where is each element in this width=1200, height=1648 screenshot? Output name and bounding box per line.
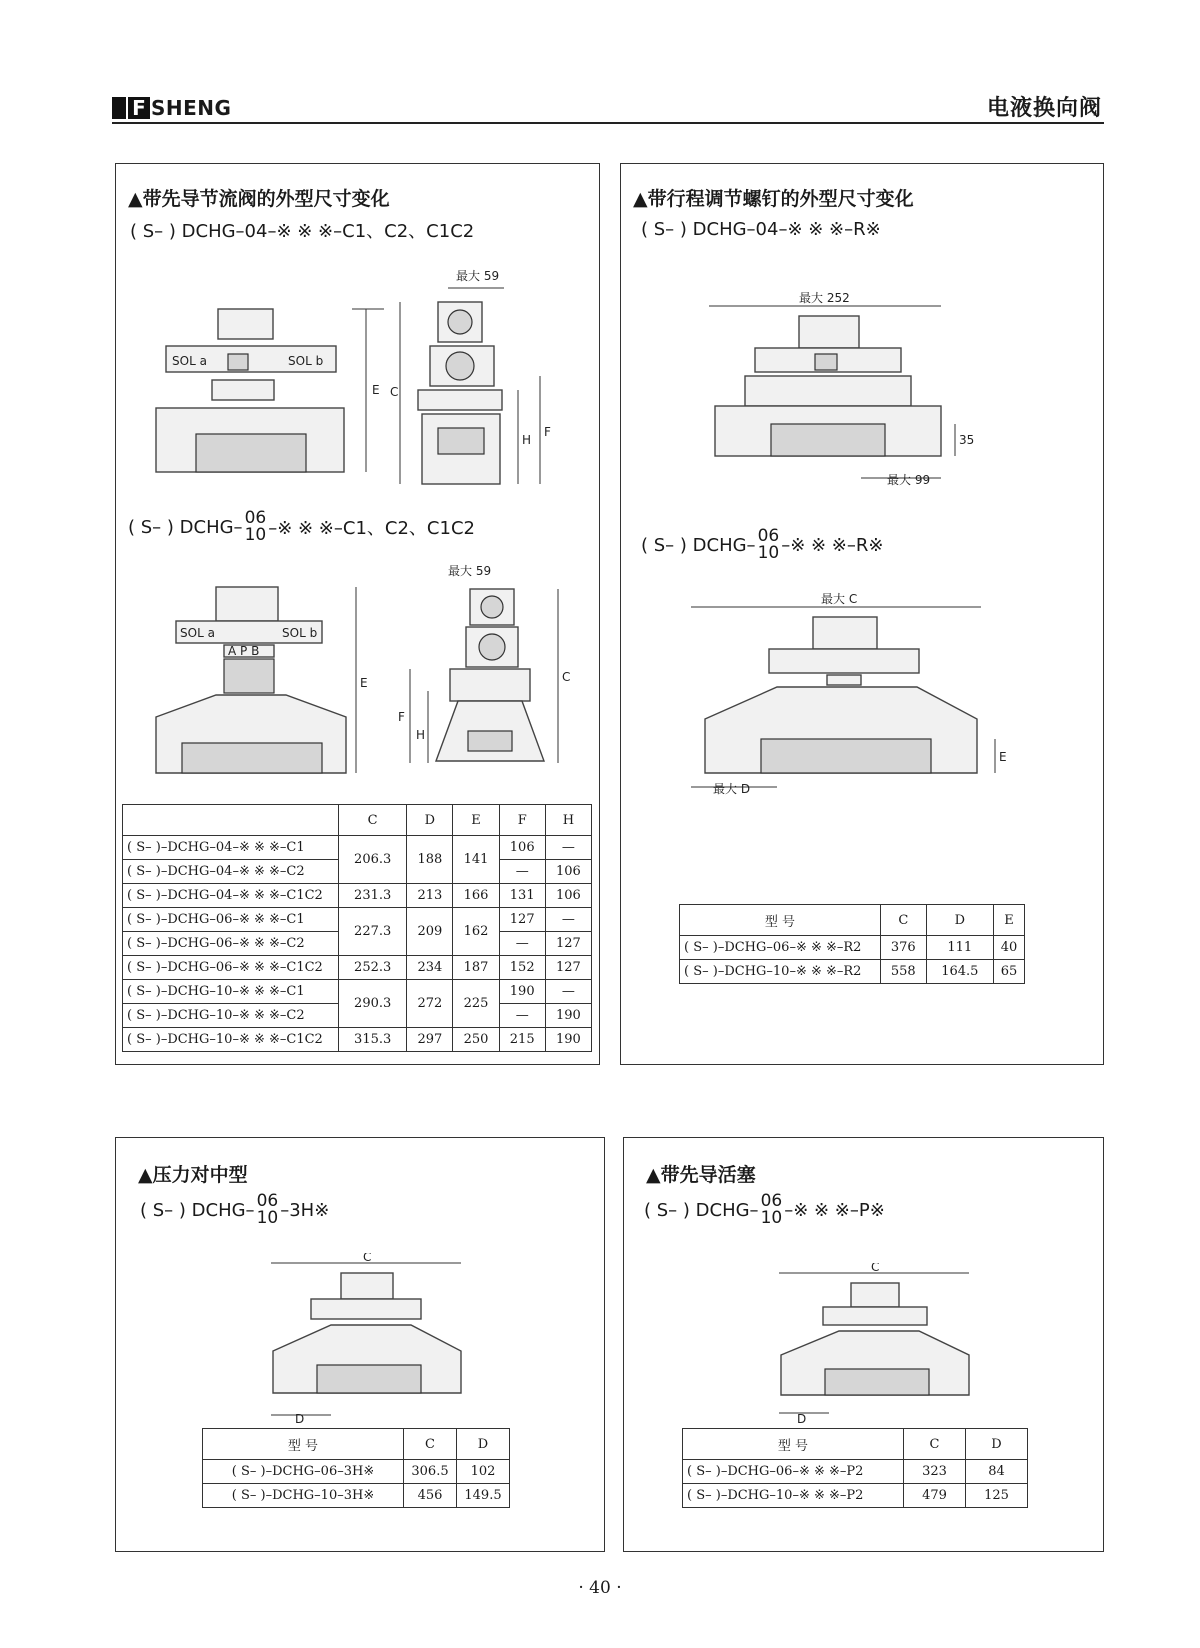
model-prefix: ( S– ) DCHG–	[128, 516, 243, 538]
dim-max-c-label: 最大 C	[821, 592, 858, 606]
table-row	[683, 1484, 1028, 1508]
section-title: ▲带行程调节螺钉的外型尺寸变化	[633, 188, 914, 210]
model-suffix: –※ ※ ※–R※	[781, 534, 884, 556]
diagram-06-10-front	[136, 577, 386, 797]
value-h-cell: 127	[545, 932, 591, 956]
diagram-06-10-side	[388, 561, 573, 791]
value-d-cell: 234	[407, 956, 453, 980]
table-header-cell: C	[881, 905, 927, 936]
model-name-cell: ( S– )–DCHG–06–3H※	[203, 1460, 404, 1484]
table-header-cell: F	[499, 805, 545, 836]
table-header-cell: 型 号	[683, 1429, 904, 1460]
value-h-cell: 106	[545, 860, 591, 884]
table-header-cell: C	[404, 1429, 457, 1460]
model-name-cell: ( S– )–DCHG–04–※ ※ ※–C2	[123, 860, 339, 884]
model-prefix: ( S– ) DCHG–	[644, 1199, 759, 1221]
diagram-04-front	[136, 254, 386, 484]
value-e-cell: 166	[453, 884, 499, 908]
value-f-cell: 152	[499, 956, 545, 980]
value-c-cell: 252.3	[339, 956, 407, 980]
model-code-p	[644, 1193, 885, 1227]
table-row	[203, 1460, 510, 1484]
dim-e-label: E	[999, 750, 1007, 764]
value-f-cell: —	[499, 1004, 545, 1028]
value-e-cell: 40	[994, 936, 1025, 960]
value-d-cell: 188	[407, 836, 453, 884]
dim-max59-label: 最大 59	[456, 269, 500, 283]
logo-letter: F	[128, 97, 150, 119]
page-title: 电液换向阀	[986, 96, 1102, 121]
value-f-cell: 106	[499, 836, 545, 860]
value-e-cell: 141	[453, 836, 499, 884]
table-header-cell: D	[966, 1429, 1028, 1460]
sol-a-label: SOL a	[180, 626, 215, 640]
value-c-cell: 206.3	[339, 836, 407, 884]
model-code-06-10	[128, 510, 475, 544]
value-e-cell: 225	[453, 980, 499, 1028]
model-code-06-10-r	[641, 528, 883, 562]
diagram-06-10-r	[681, 589, 1021, 809]
section-title: ▲带先导活塞	[646, 1164, 756, 1186]
model-name-cell: ( S– )–DCHG–06–※ ※ ※–C1	[123, 908, 339, 932]
diagram-04-side	[388, 266, 568, 501]
dim-e-label: E	[360, 676, 368, 690]
value-e-cell: 187	[453, 956, 499, 980]
value-c-cell: 558	[881, 960, 927, 984]
value-e-cell: 162	[453, 908, 499, 956]
diagram-3h	[261, 1253, 481, 1433]
size-top: 06	[244, 508, 267, 528]
model-name-cell: ( S– )–DCHG–06–※ ※ ※–C1C2	[123, 956, 339, 980]
table-header-row	[680, 905, 1025, 936]
dim-c-label: C	[363, 1253, 372, 1264]
model-name-cell: ( S– )–DCHG–06–※ ※ ※–P2	[683, 1460, 904, 1484]
page-number: · 40 ·	[578, 1578, 622, 1598]
dim-c-label: C	[390, 385, 399, 399]
table-row	[123, 884, 592, 908]
value-f-cell: —	[499, 932, 545, 956]
value-c-cell: 479	[904, 1484, 966, 1508]
value-f-cell: 190	[499, 980, 545, 1004]
value-c-cell: 231.3	[339, 884, 407, 908]
value-h-cell: —	[545, 908, 591, 932]
value-d-cell: 125	[966, 1484, 1028, 1508]
model-name-cell: ( S– )–DCHG–06–※ ※ ※–R2	[680, 936, 881, 960]
dimension-table-pilot-throttle	[122, 804, 592, 1052]
table-row	[680, 936, 1025, 960]
value-d-cell: 102	[457, 1460, 510, 1484]
section-pilot-throttle-panel	[115, 163, 600, 1065]
model-name-cell: ( S– )–DCHG–04–※ ※ ※–C1	[123, 836, 339, 860]
dim-max252-label: 最大 252	[799, 291, 850, 305]
sol-b-label: SOL b	[288, 354, 324, 368]
value-f-cell: —	[499, 860, 545, 884]
dim-c-label: C	[562, 670, 571, 684]
model-suffix: –※ ※ ※–C1、C2、C1C2	[268, 518, 475, 539]
value-d-cell: 149.5	[457, 1484, 510, 1508]
size-top: 06	[760, 1191, 783, 1211]
value-h-cell: 106	[545, 884, 591, 908]
size-bottom: 10	[757, 543, 780, 563]
table-row	[680, 960, 1025, 984]
size-bottom: 10	[256, 1208, 279, 1228]
table-header-cell: D	[407, 805, 453, 836]
model-suffix: –※ ※ ※–P※	[784, 1199, 885, 1221]
value-d-cell: 272	[407, 980, 453, 1028]
size-bottom: 10	[244, 525, 267, 545]
model-name-cell: ( S– )–DCHG–10–※ ※ ※–P2	[683, 1484, 904, 1508]
model-suffix: –3H※	[280, 1199, 330, 1221]
model-name-cell: ( S– )–DCHG–10–※ ※ ※–C1C2	[123, 1028, 339, 1052]
model-name-cell: ( S– )–DCHG–10–3H※	[203, 1484, 404, 1508]
sol-a-label: SOL a	[172, 354, 207, 368]
value-h-cell: —	[545, 836, 591, 860]
value-d-cell: 213	[407, 884, 453, 908]
brand-logo	[112, 96, 231, 120]
dimension-table-stroke-adjust	[679, 904, 1025, 984]
size-bottom: 10	[760, 1208, 783, 1228]
model-code-04: ( S– ) DCHG–04–※ ※ ※–C1、C2、C1C2	[130, 221, 475, 242]
dim-max99-label: 最大 99	[887, 473, 931, 487]
value-e-cell: 250	[453, 1028, 499, 1052]
model-name-cell: ( S– )–DCHG–10–※ ※ ※–R2	[680, 960, 881, 984]
table-header-cell: C	[339, 805, 407, 836]
section-title: ▲带先导节流阀的外型尺寸变化	[128, 188, 390, 210]
dim-e-label: E	[372, 383, 380, 397]
table-header-cell: 型 号	[203, 1429, 404, 1460]
size-fraction	[758, 528, 780, 562]
section-pressure-centered-panel	[115, 1137, 605, 1552]
dim-max-d-label: 最大 D	[713, 782, 751, 796]
size-fraction	[257, 1193, 279, 1227]
table-header-cell: D	[926, 905, 993, 936]
size-top: 06	[256, 1191, 279, 1211]
dim-c-label: C	[871, 1263, 880, 1274]
model-name-cell: ( S– )–DCHG–10–※ ※ ※–C1	[123, 980, 339, 1004]
sol-b-label: SOL b	[282, 626, 318, 640]
table-header-cell: 型 号	[680, 905, 881, 936]
value-c-cell: 456	[404, 1484, 457, 1508]
table-row	[683, 1460, 1028, 1484]
value-f-cell: 131	[499, 884, 545, 908]
value-h-cell: 190	[545, 1004, 591, 1028]
diagram-04-r	[701, 284, 1001, 499]
table-header-cell: E	[453, 805, 499, 836]
value-c-cell: 315.3	[339, 1028, 407, 1052]
model-code-04-r: ( S– ) DCHG–04–※ ※ ※–R※	[641, 219, 881, 240]
table-header-cell: E	[994, 905, 1025, 936]
value-f-cell: 127	[499, 908, 545, 932]
section-pilot-piston-panel	[623, 1137, 1104, 1552]
size-fraction	[761, 1193, 783, 1227]
value-d-cell: 209	[407, 908, 453, 956]
table-header-cell: D	[457, 1429, 510, 1460]
table-header-cell: H	[545, 805, 591, 836]
model-name-cell: ( S– )–DCHG–06–※ ※ ※–C2	[123, 932, 339, 956]
diagram-p	[769, 1263, 989, 1443]
logo-bar	[112, 97, 126, 119]
model-name-cell: ( S– )–DCHG–10–※ ※ ※–C2	[123, 1004, 339, 1028]
section-stroke-adjust-panel	[620, 163, 1104, 1065]
table-row	[123, 980, 592, 1004]
value-d-cell: 84	[966, 1460, 1028, 1484]
dim-d-label: D	[295, 1412, 305, 1426]
dim-f-label: F	[544, 425, 551, 439]
value-d-cell: 297	[407, 1028, 453, 1052]
value-h-cell: 190	[545, 1028, 591, 1052]
value-c-cell: 227.3	[339, 908, 407, 956]
table-row	[123, 836, 592, 860]
value-d-cell: 164.5	[926, 960, 993, 984]
logo-text: SHENG	[151, 96, 232, 120]
apb-label: A P B	[228, 644, 260, 658]
dim-d-label: D	[797, 1412, 807, 1426]
dim-35-label: 35	[959, 433, 975, 447]
size-fraction	[245, 510, 267, 544]
table-header-cell	[123, 805, 339, 836]
table-row	[123, 1028, 592, 1052]
value-c-cell: 306.5	[404, 1460, 457, 1484]
value-h-cell: 127	[545, 956, 591, 980]
dimension-table-pressure-centered	[202, 1428, 510, 1508]
table-header-row	[683, 1429, 1028, 1460]
value-f-cell: 215	[499, 1028, 545, 1052]
dim-f-label: F	[398, 710, 405, 724]
table-header-cell: C	[904, 1429, 966, 1460]
table-header-row	[203, 1429, 510, 1460]
value-h-cell: —	[545, 980, 591, 1004]
value-d-cell: 111	[926, 936, 993, 960]
model-name-cell: ( S– )–DCHG–04–※ ※ ※–C1C2	[123, 884, 339, 908]
model-prefix: ( S– ) DCHG–	[641, 534, 756, 556]
value-c-cell: 376	[881, 936, 927, 960]
value-c-cell: 323	[904, 1460, 966, 1484]
dim-h-label: H	[522, 433, 532, 447]
table-header-row	[123, 805, 592, 836]
table-row	[123, 956, 592, 980]
size-top: 06	[757, 526, 780, 546]
dim-max59-label: 最大 59	[448, 564, 492, 578]
dim-h-label: H	[416, 728, 426, 742]
header-divider	[112, 122, 1104, 124]
model-prefix: ( S– ) DCHG–	[140, 1199, 255, 1221]
value-e-cell: 65	[994, 960, 1025, 984]
section-title: ▲压力对中型	[138, 1164, 248, 1186]
table-row	[123, 908, 592, 932]
table-row	[203, 1484, 510, 1508]
model-code-3h	[140, 1193, 329, 1227]
value-c-cell: 290.3	[339, 980, 407, 1028]
dimension-table-pilot-piston	[682, 1428, 1028, 1508]
